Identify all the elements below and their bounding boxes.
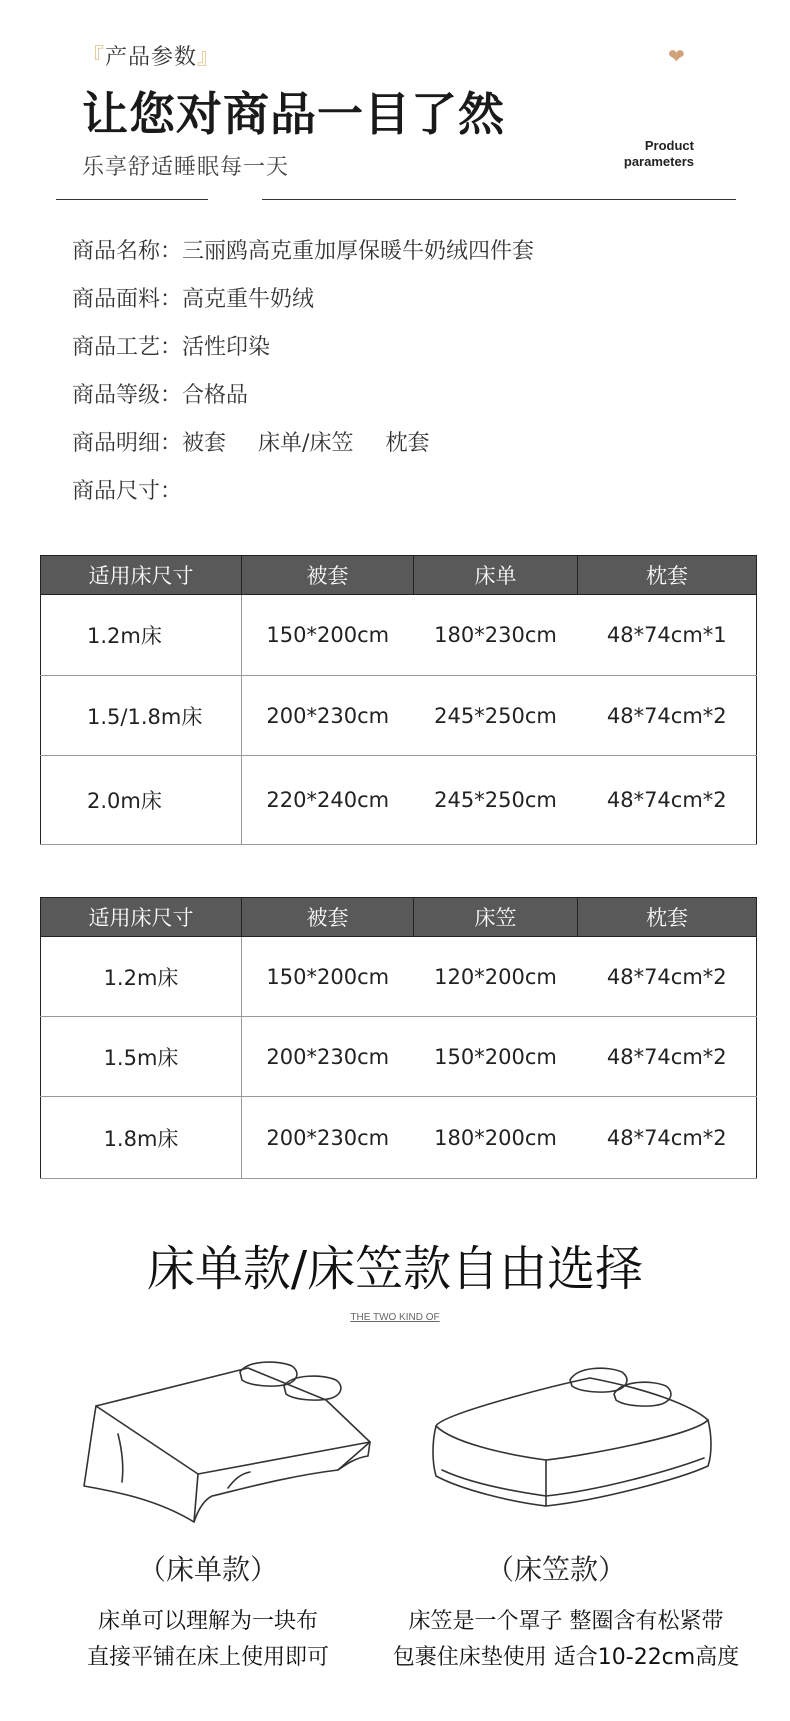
table-row	[41, 676, 757, 756]
spec-row-craft	[72, 330, 270, 361]
flat-sheet-description	[38, 1604, 378, 1676]
spec-item: 枕套	[385, 431, 430, 456]
desc-line: 床笠是一个罩子 整圈含有松紧带	[408, 1609, 724, 1634]
table-header-row	[41, 556, 757, 595]
table-header-cell: 枕套	[578, 898, 757, 937]
bracket-open-icon: 『	[82, 45, 106, 70]
divider-right	[262, 199, 736, 200]
heart-icon: ❤	[668, 44, 685, 68]
table-header-cell: 被套	[242, 556, 414, 595]
spec-value: 三丽鸥高克重加厚保暖牛奶绒四件套	[182, 239, 535, 264]
table-cell: 48*74cm*1	[578, 595, 757, 676]
bracket-close-icon: 』	[197, 45, 221, 70]
table-cell: 48*74cm*2	[578, 676, 757, 756]
spec-row-grade	[72, 378, 248, 409]
table-cell: 180*230cm	[414, 595, 578, 676]
spec-item: 床单/床笠	[258, 431, 354, 456]
table-cell: 245*250cm	[414, 676, 578, 756]
choose-subtitle: THE TWO KIND OF	[350, 1312, 440, 1323]
spec-row-details	[72, 426, 429, 457]
table-cell: 1.5/1.8m床	[41, 676, 242, 756]
spec-label: 商品面料：	[72, 287, 183, 312]
table-cell: 245*250cm	[414, 756, 578, 845]
table-header-cell: 被套	[242, 898, 414, 937]
table-header-cell: 床单	[414, 556, 578, 595]
desc-line: 直接平铺在床上使用即可	[86, 1645, 329, 1670]
choose-title: 床单款/床笠款自由选择	[146, 1241, 644, 1297]
spec-label: 商品尺寸：	[72, 479, 183, 504]
section-label	[82, 40, 220, 71]
en-label-line2: parameters	[623, 154, 694, 169]
table-cell: 120*200cm	[414, 937, 578, 1017]
table-cell: 150*200cm	[242, 937, 414, 1017]
en-label-line1: Product	[644, 138, 694, 153]
table-cell: 220*240cm	[242, 756, 414, 845]
desc-line: 包裹住床垫使用 适合10-22cm高度	[392, 1645, 740, 1670]
flat-sheet-bed-illustration	[78, 1350, 378, 1530]
table-cell: 1.2m床	[41, 937, 242, 1017]
table-cell: 200*230cm	[242, 1017, 414, 1097]
table-row	[41, 756, 757, 845]
page-subtitle: 乐享舒适睡眠每一天	[82, 155, 290, 180]
table-cell: 180*200cm	[414, 1097, 578, 1179]
spec-item: 被套	[182, 431, 227, 456]
table-header-row	[41, 898, 757, 937]
spec-label: 商品等级：	[72, 383, 183, 408]
table-cell: 1.5m床	[41, 1017, 242, 1097]
divider-left	[56, 199, 208, 200]
table-cell: 2.0m床	[41, 756, 242, 845]
table-header-cell: 适用床尺寸	[41, 556, 242, 595]
table-cell: 48*74cm*2	[578, 756, 757, 845]
table-cell: 48*74cm*2	[578, 1017, 757, 1097]
table-cell: 150*200cm	[414, 1017, 578, 1097]
spec-label: 商品名称：	[72, 239, 183, 264]
fitted-sheet-description	[386, 1604, 746, 1676]
table-row	[41, 1097, 757, 1179]
table-cell: 1.2m床	[41, 595, 242, 676]
spec-row-size	[72, 474, 182, 505]
size-table-fitted	[40, 897, 757, 1179]
table-cell: 150*200cm	[242, 595, 414, 676]
table-cell: 48*74cm*2	[578, 937, 757, 1017]
flat-sheet-caption: （床单款）	[137, 1553, 278, 1586]
spec-row-fabric	[72, 282, 314, 313]
spec-row-name	[72, 234, 534, 265]
size-table-sheet	[40, 555, 757, 845]
fitted-sheet-bed-illustration	[422, 1350, 722, 1530]
table-row	[41, 1017, 757, 1097]
page-title: 让您对商品一目了然	[82, 87, 505, 141]
table-cell: 48*74cm*2	[578, 1097, 757, 1179]
table-cell: 200*230cm	[242, 1097, 414, 1179]
desc-line: 床单可以理解为一块布	[97, 1609, 318, 1634]
table-cell: 200*230cm	[242, 676, 414, 756]
spec-value: 合格品	[182, 383, 249, 408]
spec-label: 商品工艺：	[72, 335, 183, 360]
table-header-cell: 枕套	[578, 556, 757, 595]
table-cell: 1.8m床	[41, 1097, 242, 1179]
table-row	[41, 937, 757, 1017]
table-header-cell: 适用床尺寸	[41, 898, 242, 937]
spec-value: 活性印染	[182, 335, 271, 360]
en-label	[600, 138, 694, 170]
section-label-text: 产品参数	[105, 45, 198, 70]
table-row	[41, 595, 757, 676]
table-header-cell: 床笠	[414, 898, 578, 937]
spec-value: 高克重牛奶绒	[182, 287, 315, 312]
spec-label: 商品明细：	[72, 431, 183, 456]
fitted-sheet-caption: （床笠款）	[485, 1553, 626, 1586]
